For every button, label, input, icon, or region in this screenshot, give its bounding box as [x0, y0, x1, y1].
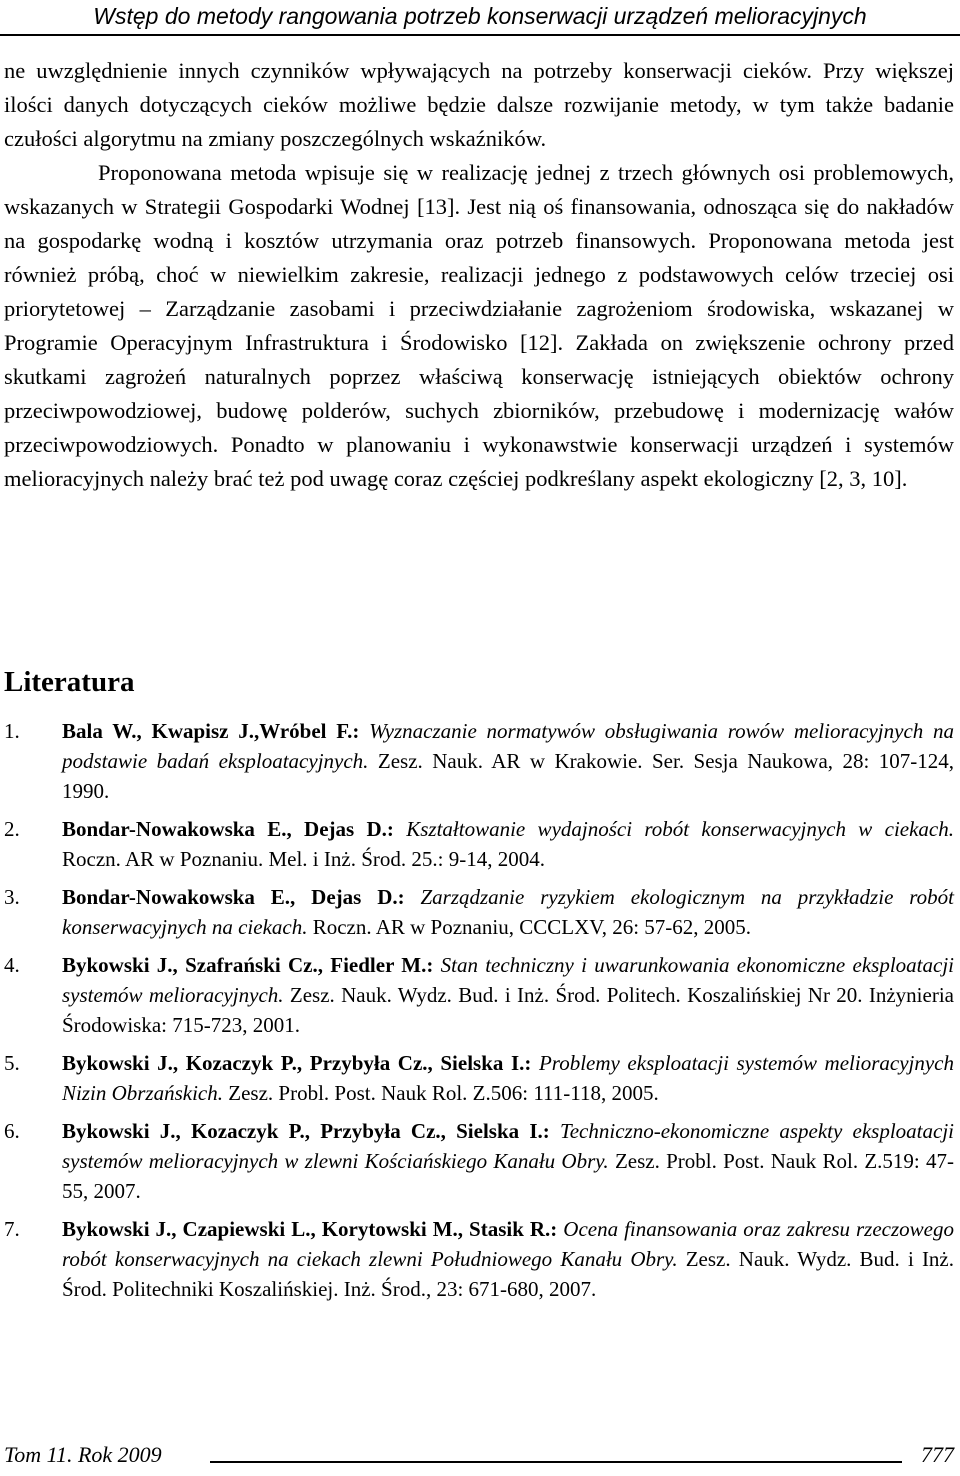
body-text	[4, 54, 954, 496]
reference-authors: Bondar-Nowakowska E., Dejas D.:	[62, 885, 405, 909]
reference-item	[4, 1116, 954, 1206]
reference-details: Zesz. Nauk. Wydz. Bud. i Inż. Środ. Politech. Koszalińskiej Nr 20. Inżynieria Środowiska: 715-723, 2001.	[62, 983, 954, 1037]
reference-title: Zarządzanie ryzykiem ekologicznym na przykładzie robót konserwacyjnych na ciekach.	[62, 885, 954, 939]
reference-item	[4, 950, 954, 1040]
page-number: 777	[921, 1442, 954, 1467]
section-heading-literature: Literatura	[4, 666, 135, 698]
paragraph: ne uwzględnienie innych czynników wpływających na potrzeby konserwacji cieków. Przy większej ilości danych dotyczących cieków możliwe będzie dalsze rozwijanie metody, w tym także badanie czułości algorytmu na zmiany poszczególnych wskaźników.	[4, 58, 954, 151]
reference-title: Techniczno-ekonomiczne aspekty eksploatacji systemów melioracyjnych w zlewni Kościańskiego Kanału Obry.	[62, 1119, 955, 1173]
footer-rule	[210, 1461, 902, 1463]
reference-item	[4, 882, 954, 942]
reference-title: Problemy eksploatacji systemów melioracyjnych Nizin Obrzańskich.	[62, 1051, 955, 1105]
reference-details: Roczn. AR w Poznaniu, CCCLXV, 26: 57-62, 2005.	[312, 915, 752, 939]
reference-item	[4, 814, 954, 874]
reference-details: Zesz. Nauk. Wydz. Bud. i Inż. Środ. Politechniki Koszalińskiej. Inż. Środ., 23: 671-680, 2007.	[62, 1247, 955, 1301]
reference-details: Zesz. Probl. Post. Nauk Rol. Z.506: 111-118, 2005.	[228, 1081, 659, 1105]
reference-item	[4, 1214, 954, 1304]
page-footer	[4, 1438, 954, 1472]
reference-number: 5.	[4, 1051, 20, 1075]
reference-authors: Bykowski J., Czapiewski L., Korytowski M., Stasik R.:	[62, 1217, 558, 1241]
reference-item	[4, 1048, 954, 1108]
reference-authors: Bala W., Kwapisz J.,Wróbel F.:	[62, 719, 360, 743]
reference-title: Wyznaczanie normatywów obsługiwania rowów melioracyjnych na podstawie badań eksploatacyjnych.	[62, 719, 954, 773]
footer-volume-year: Tom 11. Rok 2009	[4, 1442, 162, 1467]
reference-number: 1.	[4, 719, 20, 743]
reference-list	[4, 716, 954, 1312]
paragraph: Proponowana metoda wpisuje się w realizację jednej z trzech głównych osi problemowych, wskazanych w Strategii Gospodarki Wodnej [13]. Jest nią oś finansowania, odnosząca się do nakładów na gospodarkę wodną i kosztów utrzymania oraz potrzeb finansowych. Proponowana metoda jest również próbą, choć w niewielkim zakresie, realizacji jednego z podstawowych celów trzeciej osi priorytetowej – Zarządzanie zasobami i przeciwdziałanie zagrożeniom środowiska, wskazanej w Programie Operacyjnym Infrastruktura i Środowisko [12]. Zakłada on zwiększenie ochrony przed skutkami zagrożeń naturalnych poprzez właściwą konserwację istniejących obiektów ochrony przeciwpowodziowej, budowę polderów, suchych zbiorników, przebudowę i modernizację wałów przeciwpowodziowych. Ponadto w planowaniu i wykonawstwie konserwacji urządzeń i systemów melioracyjnych należy brać też pod uwagę coraz częściej podkreślany aspekt ekologiczny [2, 3, 10].	[4, 160, 954, 491]
reference-title: Kształtowanie wydajności robót konserwacyjnych w ciekach.	[406, 817, 954, 841]
reference-number: 2.	[4, 817, 20, 841]
reference-details: Zesz. Probl. Post. Nauk Rol. Z.519: 47-55, 2007.	[62, 1149, 954, 1203]
reference-item	[4, 716, 954, 806]
reference-details: Zesz. Nauk. AR w Krakowie. Ser. Sesja Naukowa, 28: 107-124, 1990.	[62, 749, 954, 803]
reference-details: Roczn. AR w Poznaniu. Mel. i Inż. Środ. 25.: 9-14, 2004.	[62, 847, 545, 871]
running-title: Wstęp do metody rangowania potrzeb konserwacji urządzeń melioracyjnych	[93, 3, 867, 29]
header-rule	[0, 34, 960, 36]
reference-number: 4.	[4, 953, 20, 977]
reference-authors: Bondar-Nowakowska E., Dejas D.:	[62, 817, 394, 841]
reference-number: 6.	[4, 1119, 20, 1143]
reference-number: 7.	[4, 1217, 20, 1241]
reference-authors: Bykowski J., Kozaczyk P., Przybyła Cz., Sielska I.:	[62, 1119, 550, 1143]
reference-title: Stan techniczny i uwarunkowania ekonomiczne eksploatacji systemów melioracyjnych.	[62, 953, 954, 1007]
reference-number: 3.	[4, 885, 20, 909]
reference-authors: Bykowski J., Szafrański Cz., Fiedler M.:	[62, 953, 434, 977]
reference-authors: Bykowski J., Kozaczyk P., Przybyła Cz., Sielska I.:	[62, 1051, 532, 1075]
reference-title: Ocena finansowania oraz zakresu rzeczowego robót konserwacyjnych na ciekach zlewni Południowego Kanału Obry.	[62, 1217, 954, 1271]
